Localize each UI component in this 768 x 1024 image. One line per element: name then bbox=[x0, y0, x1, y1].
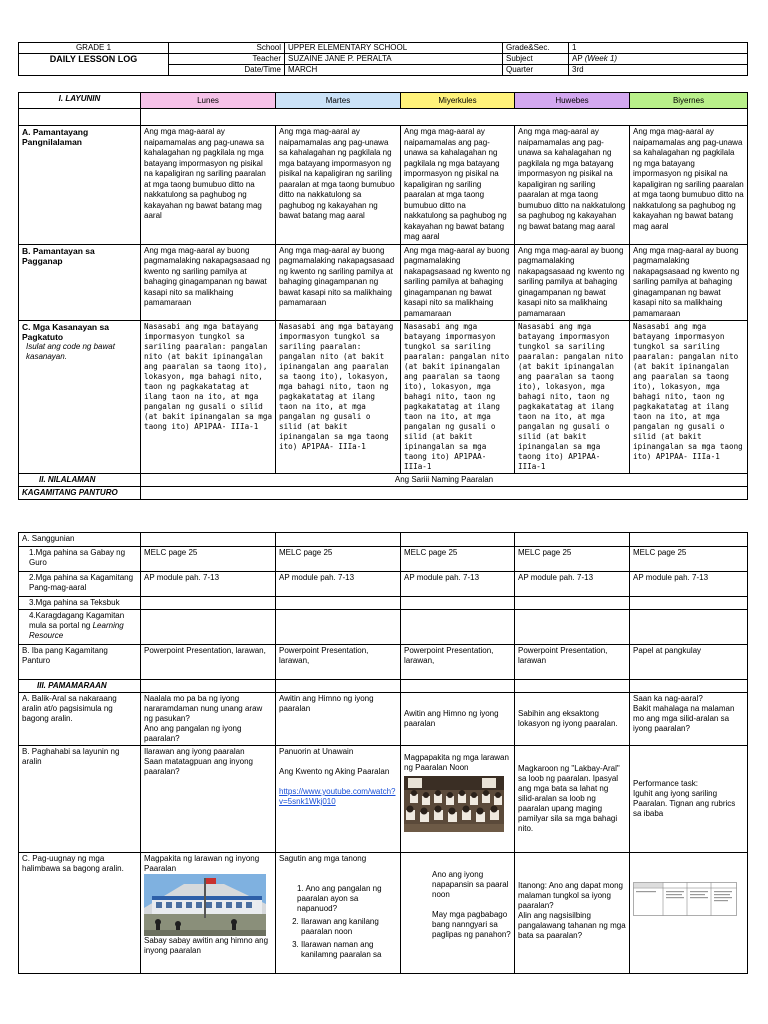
grade-sec-label: Grade&Sec. bbox=[503, 43, 569, 54]
rb-huwebes: Powerpoint Presentation, larawan bbox=[515, 645, 630, 680]
subject-value bbox=[569, 54, 748, 65]
cell-c-miyerkules: Nasasabi ang mga batayang impormasyon tungkol sa sariling paaralan: pangalan nito (at bakit ipinangalan ang paaralan sa taong ito), lokasyon, mga bahagi nito, taon ng pagkakatatag at ilang taon na ito, at mga pangalan ng gusali o silid (at bakit ipinangalan sa mga taong ito) AP1PAA- IIIa-1 bbox=[401, 321, 515, 474]
teacher-value: SUZAINE JANE P. PERALTA bbox=[285, 54, 503, 65]
old-school-photo bbox=[404, 776, 504, 832]
date-value: MARCH bbox=[285, 65, 503, 76]
layunin-heading: I. LAYUNIN bbox=[19, 93, 141, 109]
r3-e1 bbox=[141, 597, 276, 610]
rb-lunes: Powerpoint Presentation, larawan, bbox=[141, 645, 276, 680]
day-biyernes: Biyernes bbox=[630, 93, 748, 109]
r4-text: 4.Karagdagang Kagamitan mula sa portal ng bbox=[29, 611, 125, 630]
r2-martes: AP module pah. 7-13 bbox=[276, 572, 401, 597]
pa-biyernes: Saan ka nag-aaral? Bakit mahalaga na malaman mo ang mga silid-aralan sa iyong paaralan? bbox=[630, 693, 748, 746]
kasanayan-label bbox=[19, 321, 141, 474]
blank-row bbox=[141, 109, 748, 126]
day-huwebes: Huwebes bbox=[515, 93, 630, 109]
kagamitan-label: KAGAMITANG PANTURO bbox=[19, 487, 141, 500]
kagamitang-mag-aaral-label: 2.Mga pahina sa Kagamitang Pang-mag-aaral bbox=[19, 572, 141, 597]
pc-lunes-b: Sabay sabay awitin ang himno ang inyong paaralan bbox=[144, 936, 269, 955]
pag-uugnay-label: C. Pag-uugnay ng mga halimbawa sa bagong aralin. bbox=[19, 853, 141, 974]
pb-martes-a: Panuorin at Unawain bbox=[279, 747, 354, 756]
pamantayang-pangnilalaman-label: A. Pamantayang Pangnilalaman bbox=[19, 126, 141, 245]
pc-miyerkules-a: Ano ang iyong napapansin sa paaral noon bbox=[432, 870, 509, 899]
pb-lunes: Ilarawan ang iyong paaralan Saan matatagpuan ang inyong paaralan? bbox=[141, 746, 276, 853]
rubric-table bbox=[633, 882, 737, 916]
teacher-label: Teacher bbox=[169, 54, 285, 65]
cell-a-martes: Ang mga mag-aaral ay naipamamalas ang pag-unawa sa kahalagahan ng pagkilala ng mga batayang impormasyon ng pisikal na kapaligiran ng sariling paaralan at mga taong bumubuo ditto na nakkatulong sa paghubog ng kakayahan ng bawat batang mag aaral bbox=[276, 126, 401, 245]
s-empty-5 bbox=[630, 533, 748, 547]
question-1: 1. Ano ang pangalan ng paaralan ayon sa napanuod? bbox=[297, 884, 382, 913]
r4-e3 bbox=[401, 610, 515, 645]
r1-miyerkules: MELC page 25 bbox=[401, 547, 515, 572]
r2-miyerkules: AP module pah. 7-13 bbox=[401, 572, 515, 597]
pb-miyerkules-text: Magpapakita ng mga larawan ng Paaralan Noon bbox=[404, 753, 509, 772]
cell-a-miyerkules: Ang mga mag-aaral ay naipamamalas ang pag-unawa sa kahalagahan ng pagkilala ng mga batayang impormasyon ng pisikal na kapaligiran ng sariling paaralan at mga taong bumubuo ditto na nakkatulong sa paghubog ng kakayahan ng bawat batang mag aaral bbox=[401, 126, 515, 245]
r4-e1 bbox=[141, 610, 276, 645]
pamamaraan-label: III. PAMAMARAAN bbox=[19, 680, 141, 693]
pc-lunes-a: Magpakita ng larawan ng inyong Paaralan bbox=[144, 854, 260, 873]
pb-martes-b: Ang Kwento ng Aking Paaralan bbox=[279, 767, 390, 776]
rb-biyernes: Papel at pangkulay bbox=[630, 645, 748, 680]
blank-label bbox=[19, 109, 141, 126]
cell-c-martes: Nasasabi ang mga batayang impormasyon tungkol sa sariling paaralan: pangalan nito (at bakit ipinangalan ang paaralan sa taong ito), lokasyon, mga bahagi nito, taon ng pagkakatatag at ilang taon na ito, at mga pangalan ng gusali o silid (at bakit ipinangalan sa mga taong ito) AP1PAA- IIIa-1 bbox=[276, 321, 401, 474]
r2-biyernes: AP module pah. 7-13 bbox=[630, 572, 748, 597]
pc-miyerkules-b: May mga pagbabago bang nanngyari sa paglipas ng panahon? bbox=[432, 910, 511, 939]
cell-b-biyernes: Ang mga mag-aaral ay buong pagmamalaking nakapagsasaad ng kwento ng sariling pamilya at bahaging ginagampanan ng bawat kasapi nito sa malikhaing pamamaraan bbox=[630, 244, 748, 321]
cell-a-lunes: Ang mga mag-aaral ay naipamamalas ang pag-unawa sa kahalagahan ng pagkilala ng mga batayang impormasyon ng pisikal na kapaligiran ng sariling paaralan at mga taong bumubuo ditto na nakkatulong sa paghubog ng kakayahan ng bawat batang mag aaral bbox=[141, 126, 276, 245]
question-2: 2. Ilarawan ang kanilang paaralan noon bbox=[301, 917, 397, 937]
r4-e5 bbox=[630, 610, 748, 645]
pc-miyerkules bbox=[401, 853, 515, 974]
grade-sec-value: 1 bbox=[569, 43, 748, 54]
date-label: Date/Time bbox=[169, 65, 285, 76]
pm-e1 bbox=[141, 680, 276, 693]
r1-lunes: MELC page 25 bbox=[141, 547, 276, 572]
r3-e5 bbox=[630, 597, 748, 610]
cell-c-biyernes: Nasasabi ang mga batayang impormasyon tungkol sa sariling paaralan: pangalan nito (at bakit ipinangalan ang paaralan sa taong ito), lokasyon, mga bahagi nito, taon ng pagkakatatag at ilang taon na ito, at mga pangalan ng gusali o silid (at bakit ipinangalan sa mga taong ito) AP1PAA- IIIa-1 bbox=[630, 321, 748, 474]
school-value: UPPER ELEMENTARY SCHOOL bbox=[285, 43, 503, 54]
pa-lunes: Naalala mo pa ba ng iyong nararamdaman nung unang araw ng pasukan? Ano ang pangalan ng iyong paaralan? bbox=[141, 693, 276, 746]
day-martes: Martes bbox=[276, 93, 401, 109]
iba-pang-kagamitan-label: B. Iba pang Kagamitang Panturo bbox=[19, 645, 141, 680]
youtube-link[interactable]: https://www.youtube.com/watch?v=5snk1Wkj010 bbox=[279, 787, 396, 806]
r1-huwebes: MELC page 25 bbox=[515, 547, 630, 572]
pa-miyerkules: Awitin ang Himno ng iyong paaralan bbox=[401, 693, 515, 746]
r2-huwebes: AP module pah. 7-13 bbox=[515, 572, 630, 597]
cell-b-huwebes: Ang mga mag-aaral ay buong pagmamalaking nakapagsasaad ng kwento ng sariling pamilya at bahaging ginagampanan ng bawat kasapi nito sa malikhaing pamamaraan bbox=[515, 244, 630, 321]
s-empty-2 bbox=[276, 533, 401, 547]
rb-martes: Powerpoint Presentation, larawan, bbox=[276, 645, 401, 680]
sanggunian-label: A. Sanggunian bbox=[19, 533, 141, 547]
r4-e2 bbox=[276, 610, 401, 645]
pa-martes: Awitin ang Himno ng iyong paaralan bbox=[276, 693, 401, 746]
pa-huwebes: Sabihin ang eksaktong lokasyon ng iyong paaralan. bbox=[515, 693, 630, 746]
pm-e3 bbox=[401, 680, 515, 693]
pm-e4 bbox=[515, 680, 630, 693]
r4-italic: Learning Resource bbox=[29, 621, 124, 640]
subject-name: AP bbox=[572, 54, 583, 63]
grade-label: GRADE 1 bbox=[19, 43, 169, 54]
question-3: 3. Ilarawan naman ang kanilamng paaralan sa bbox=[301, 940, 397, 960]
quarter-value: 3rd bbox=[569, 65, 748, 76]
r1-martes: MELC page 25 bbox=[276, 547, 401, 572]
pb-martes bbox=[276, 746, 401, 853]
gabay-guro-label: 1.Mga pahina sa Gabay ng Guro bbox=[19, 547, 141, 572]
kasanayan-sub: Isulat ang code ng bawat kasanayan. bbox=[26, 342, 115, 361]
question-list bbox=[279, 884, 397, 960]
r3-e3 bbox=[401, 597, 515, 610]
r3-e2 bbox=[276, 597, 401, 610]
paghahabi-label: B. Paghahabi sa layunin ng aralin bbox=[19, 746, 141, 853]
pc-biyernes bbox=[630, 853, 748, 974]
day-lunes: Lunes bbox=[141, 93, 276, 109]
log-title: DAILY LESSON LOG bbox=[19, 54, 169, 76]
rb-miyerkules: Powerpoint Presentation, larawan, bbox=[401, 645, 515, 680]
lesson-table-2 bbox=[18, 532, 748, 974]
s-empty-1 bbox=[141, 533, 276, 547]
karagdagang-kagamitan-label bbox=[19, 610, 141, 645]
quarter-label: Quarter bbox=[503, 65, 569, 76]
cell-c-lunes: Nasasabi ang mga batayang impormasyon tungkol sa sariling paaralan: pangalan nito (at bakit ipinangalan ang paaralan sa taong ito), lokasyon, mga bahagi nito, taon ng pagkakatatag at ilang taon na ito, at mga pangalan ng gusali o silid (at bakit ipinangalan sa mga taong ito) AP1PAA- IIIa-1 bbox=[141, 321, 276, 474]
school-label: School bbox=[169, 43, 285, 54]
subject-week: (Week 1) bbox=[584, 54, 618, 63]
pc-lunes bbox=[141, 853, 276, 974]
pb-biyernes: Performance task: Iguhit ang iyong sariling Paaralan. Tignan ang rubrics sa ibaba bbox=[630, 746, 748, 853]
lesson-table-1 bbox=[18, 92, 748, 500]
pm-e2 bbox=[276, 680, 401, 693]
r1-biyernes: MELC page 25 bbox=[630, 547, 748, 572]
cell-c-huwebes: Nasasabi ang mga batayang impormasyon tungkol sa sariling paaralan: pangalan nito (at bakit ipinangalan ang paaralan sa taong ito), lokasyon, mga bahagi nito, taon ng pagkakatatag at ilang taon na ito, at mga pangalan ng gusali o silid (at bakit ipinangalan sa mga taong ito) AP1PAA- IIIa-1 bbox=[515, 321, 630, 474]
nilalaman-label: II. NILALAMAN bbox=[19, 474, 141, 487]
pc-martes bbox=[276, 853, 401, 974]
subject-label: Subject bbox=[503, 54, 569, 65]
s-empty-4 bbox=[515, 533, 630, 547]
cell-b-lunes: Ang mga mag-aaral ay buong pagmamalaking nakapagsasaad ng kwento ng sariling pamilya at bahaging ginagampanan ng bawat kasapi nito sa malikhaing pamamaraan bbox=[141, 244, 276, 321]
r3-e4 bbox=[515, 597, 630, 610]
cell-b-martes: Ang mga mag-aaral ay buong pagmamalaking nakapagsasaad ng kwento ng sariling pamilya at bahaging ginagampanan ng bawat kasapi nito sa malikhaing pamamaraan bbox=[276, 244, 401, 321]
pc-martes-head: Sagutin ang mga tanong bbox=[279, 854, 367, 863]
pb-miyerkules bbox=[401, 746, 515, 853]
r2-lunes: AP module pah. 7-13 bbox=[141, 572, 276, 597]
pm-e5 bbox=[630, 680, 748, 693]
pb-huwebes: Magkaroon ng "Lakbay-Aral" sa loob ng paaralan. Ipasyal ang mga bata sa lahat ng silid-aralan sa loob ng paaralan upang maging pamilyar sila sa mga bahagi nito. bbox=[515, 746, 630, 853]
pc-huwebes: Itanong: Ano ang dapat mong malaman tungkol sa iyong paaralan? Alin ang nagsisilbing pangalawang tahanan ng mga bata sa paaralan? bbox=[515, 853, 630, 974]
header-table bbox=[18, 42, 748, 76]
pamantayan-pagganap-label: B. Pamantayan sa Pagganap bbox=[19, 244, 141, 321]
balik-aral-label: A. Balik-Aral sa nakaraang aralin at/o pagsisimula ng bagong aralin. bbox=[19, 693, 141, 746]
teksbuk-label: 3.Mga pahina sa Teksbuk bbox=[19, 597, 141, 610]
kagamitan-row bbox=[141, 487, 748, 500]
cell-a-huwebes: Ang mga mag-aaral ay naipamamalas ang pag-unawa sa kahalagahan ng pagkilala ng mga batayang impormasyon ng pisikal na kapaligiran ng sariling paaralan at mga taong bumubuo ditto na nakkatulong sa paghubog ng kakayahan ng bawat batang mag aaral bbox=[515, 126, 630, 245]
r4-e4 bbox=[515, 610, 630, 645]
cell-a-biyernes: Ang mga mag-aaral ay naipamamalas ang pag-unawa sa kahalagahan ng pagkilala ng mga batayang impormasyon ng pisikal na kapaligiran ng sariling paaralan at mga taong bumubuo ditto na nakkatulong sa paghubog ng kakayahan ng bawat batang mag aaral bbox=[630, 126, 748, 245]
school-photo bbox=[144, 874, 266, 936]
s-empty-3 bbox=[401, 533, 515, 547]
day-miyerkules: Miyerkules bbox=[401, 93, 515, 109]
nilalaman-value: Ang Sariii Naming Paaralan bbox=[141, 474, 748, 487]
kasanayan-title: C. Mga Kasanayan sa Pagkatuto bbox=[22, 322, 109, 342]
cell-b-miyerkules: Ang mga mag-aaral ay buong pagmamalaking nakapagsasaad ng kwento ng sariling pamilya at bahaging ginagampanan ng bawat kasapi nito sa malikhaing pamamaraan bbox=[401, 244, 515, 321]
